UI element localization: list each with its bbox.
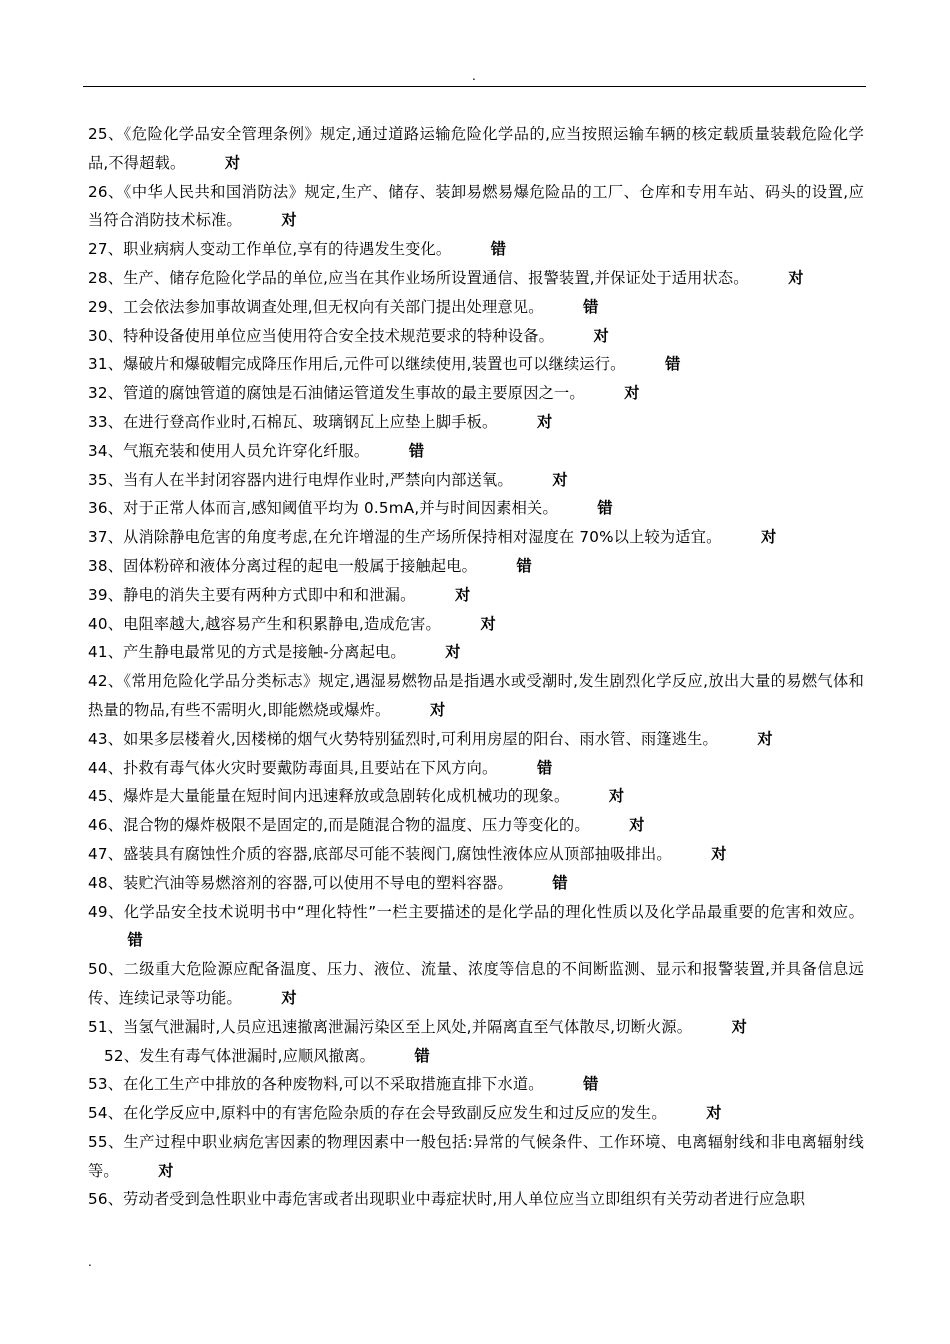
question-item [88,494,864,523]
question-text: 44、扑救有毒气体火灾时要戴防毒面具,且要站在下风方向。 [88,758,498,777]
answer-mark: 对 [536,412,553,431]
question-text: 48、装贮汽油等易燃溶剂的容器,可以使用不导电的塑料容器。 [88,873,513,892]
question-item [88,1013,864,1042]
question-item [88,782,864,811]
answer-mark: 对 [624,384,640,403]
answer-mark: 对 [281,211,297,230]
answer-mark: 错 [408,441,425,460]
answer-mark: 错 [552,873,568,892]
question-text: 29、工会依法参加事故调查处理,但无权向有关部门提出处理意见。 [88,297,544,316]
answer-mark: 错 [536,758,553,777]
question-text: 27、职业病病人变动工作单位,享有的待遇发生变化。 [88,240,452,259]
question-item [88,1099,864,1128]
question-text: 51、当氢气泄漏时,人员应迅速撤离泄漏污染区至上风处,并隔离直至气体散尽,切断火源。 [88,1017,693,1036]
question-text: 45、爆炸是大量能量在短时间内迅速释放或急剧转化成机械功的现象。 [88,787,570,806]
answer-mark: 错 [414,1046,430,1065]
answer-mark: 对 [158,1161,174,1180]
answer-mark: 对 [455,585,471,604]
question-item [88,667,864,725]
question-item [88,350,864,379]
answer-mark: 对 [480,614,496,633]
question-text: 36、对于正常人体而言,感知阈值平均为 0.5mA,并与时间因素相关。 [88,499,558,518]
question-text: 39、静电的消失主要有两种方式即中和和泄漏。 [88,585,416,604]
answer-mark: 对 [608,787,625,806]
question-item [88,552,864,581]
answer-mark: 对 [629,816,645,835]
answer-mark: 对 [224,153,241,172]
question-item [88,754,864,783]
question-text: 54、在化学反应中,原料中的有害危险杂质的存在会导致副反应发生和过反应的发生。 [88,1104,667,1123]
answer-mark: 对 [711,844,727,863]
question-item [88,869,864,898]
answer-mark: 对 [445,643,461,662]
answer-mark: 错 [665,355,681,374]
question-text: 47、盛装具有腐蚀性介质的容器,底部尽可能不装阀门,腐蚀性液体应从顶部抽吸排出。 [88,844,672,863]
question-text: 35、当有人在半封闭容器内进行电焊作业时,严禁向内部送氧。 [88,470,513,489]
question-item [88,379,864,408]
question-item [88,120,864,178]
answer-mark: 对 [281,988,297,1007]
question-text: 43、如果多层楼着火,因楼梯的烟气火势特别猛烈时,可利用房屋的阳台、雨水管、雨篷逃生。 [88,729,718,748]
question-text: 50、二级重大危险源应配备温度、压力、液位、流量、浓度等信息的不间断监测、显示和报警装置,并具备信息远传、连续记录等功能。 [88,960,864,1007]
question-text: 52、发生有毒气体泄漏时,应顺风撤离。 [104,1046,375,1065]
question-item [88,1185,864,1214]
question-item [88,725,864,754]
answer-mark: 对 [731,1017,748,1036]
question-text: 31、爆破片和爆破帽完成降压作用后,元件可以继续使用,装置也可以继续运行。 [88,355,626,374]
question-item [88,264,864,293]
answer-mark: 错 [597,499,613,518]
question-text: 53、在化工生产中排放的各种废物料,可以不采取措施直排下水道。 [88,1075,544,1094]
question-item [88,840,864,869]
question-item [88,581,864,610]
answer-mark: 对 [593,326,609,345]
answer-mark: 对 [706,1104,722,1123]
question-text: 37、从消除静电危害的角度考虑,在允许增湿的生产场所保持相对湿度在 70%以上较为适宜。 [88,528,722,547]
question-text: 42、《常用危险化学品分类标志》规定,遇湿易燃物品是指遇水或受潮时,发生剧烈化学反应,放出大量的易燃气体和热量的物品,有些不需明火,即能燃烧或爆炸。 [88,672,864,719]
question-item [88,898,864,956]
question-text: 46、混合物的爆炸极限不是固定的,而是随混合物的温度、压力等变化的。 [88,816,590,835]
answer-mark: 错 [583,1075,599,1094]
question-text: 55、生产过程中职业病危害因素的物理因素中一般包括:异常的气候条件、工作环境、电离辐射线和非电离辐射线等。 [88,1132,864,1180]
question-item [88,955,864,1013]
question-item [88,1070,864,1099]
answer-mark: 错 [127,931,143,950]
answer-mark: 错 [516,556,532,575]
answer-mark: 错 [490,240,507,259]
question-item [88,322,864,351]
question-item [88,1128,864,1186]
question-list [88,120,864,1214]
header-mark: . [472,69,476,83]
answer-mark: 对 [429,700,446,719]
question-text: 30、特种设备使用单位应当使用符合安全技术规范要求的特种设备。 [88,326,554,345]
footer-mark: . [88,1255,92,1269]
question-item [88,638,864,667]
answer-mark: 对 [757,729,773,748]
question-item [88,523,864,552]
question-item [88,1042,864,1071]
question-item [88,466,864,495]
question-text: 25、《危险化学品安全管理条例》规定,通过道路运输危险化学品的,应当按照运输车辆的核定载质量装载危险化学品,不得超载。 [88,125,864,172]
answer-mark: 对 [761,528,777,547]
header-rule [83,86,866,87]
question-text: 38、固体粉碎和液体分离过程的起电一般属于接触起电。 [88,556,478,575]
question-item [88,293,864,322]
answer-mark: 对 [552,470,568,489]
question-item [88,178,864,236]
question-text: 28、生产、储存危险化学品的单位,应当在其作业场所设置通信、报警装置,并保证处于适用状态。 [88,268,749,287]
question-item [88,408,864,437]
answer-mark: 错 [583,297,599,316]
question-text: 32、管道的腐蚀管道的腐蚀是石油储运管道发生事故的最主要原因之一。 [88,384,585,403]
question-text: 26、《中华人民共和国消防法》规定,生产、储存、装卸易燃易爆危险品的工厂、仓库和专用车站、码头的设置,应当符合消防技术标准。 [88,182,864,230]
question-item [88,610,864,639]
question-text: 56、劳动者受到急性职业中毒危害或者出现职业中毒症状时,用人单位应当立即组织有关劳动者进行应急职 [88,1190,806,1209]
question-item [88,235,864,264]
question-item [88,811,864,840]
question-text: 41、产生静电最常见的方式是接触-分离起电。 [88,643,406,662]
answer-mark: 对 [788,268,804,287]
question-item [88,437,864,466]
question-text: 49、化学品安全技术说明书中“理化特性”一栏主要描述的是化学品的理化性质以及化学品最重要的危害和效应。 [88,902,864,921]
question-text: 40、电阻率越大,越容易产生和积累静电,造成危害。 [88,614,441,633]
question-text: 34、气瓶充装和使用人员允许穿化纤服。 [88,441,370,460]
question-text: 33、在进行登高作业时,石棉瓦、玻璃钢瓦上应垫上脚手板。 [88,412,498,431]
